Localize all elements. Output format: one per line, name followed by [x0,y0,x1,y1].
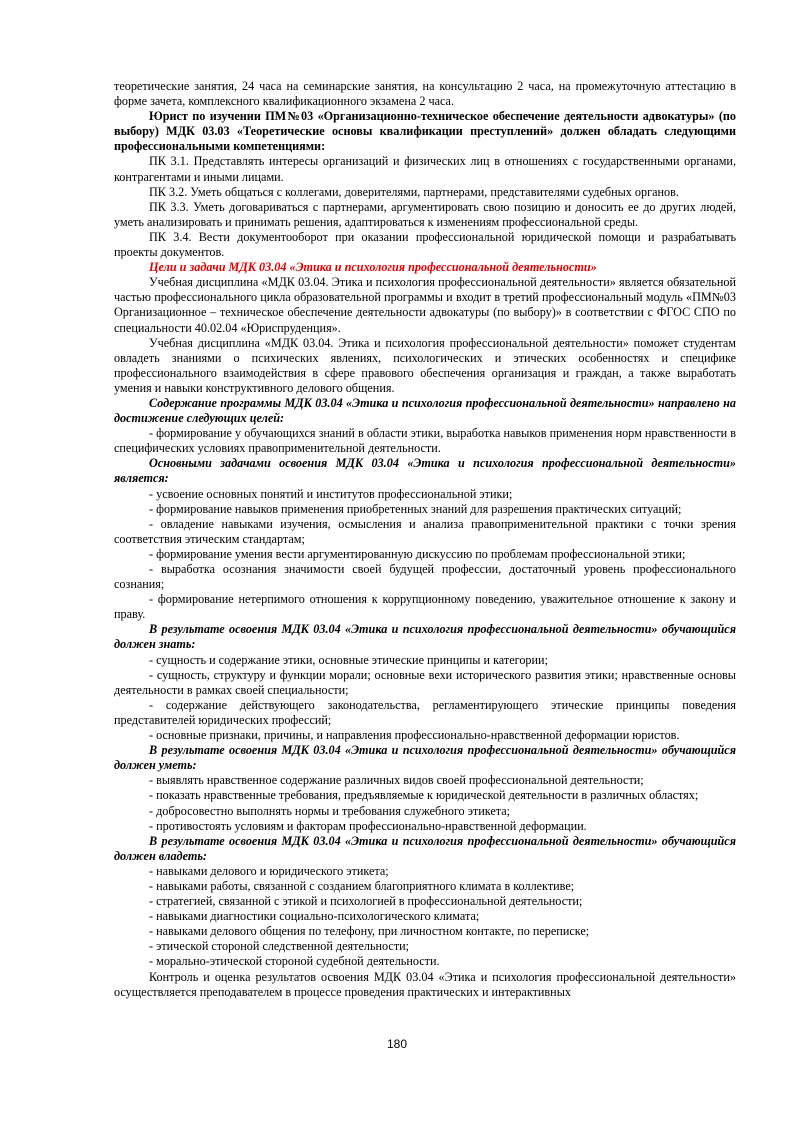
paragraph: ПК 3.3. Уметь договариваться с партнерами, аргументировать свою позицию и доносить ее до других людей, уметь анализировать и принимать решения, адаптироваться к изменениям профессиональной среды. [114,199,736,229]
list-item: - усвоение основных понятий и институтов профессиональной этики; [149,486,513,501]
list-item: - выработка осознания значимости своей будущей профессии, достаточный уровень профессионального сознания; [114,562,736,592]
paragraph: ПК 3.1. Представлять интересы организаций и физических лиц в отношениях с государственными органами, контрагентами и иными лицами. [114,154,736,184]
subheading: В результате освоения МДК 03.04 «Этика и психология профессиональной деятельности» обучающийся должен уметь: [114,743,736,773]
paragraph: теоретические занятия, 24 часа на семинарские занятия, на консультацию 2 часа, на промежуточную аттестацию в форме зачета, комплексного квалификационного экзамена 2 часа. [114,79,736,109]
paragraph: ПК 3.2. Уметь общаться с коллегами, доверителями, партнерами, представителями судебных органов. [149,184,679,199]
list-item: - сущность и содержание этики, основные этические принципы и категории; [149,652,548,667]
list-item: - показать нравственные требования, предъявляемые к юридической деятельности в различных областях; [149,788,699,803]
subheading: В результате освоения МДК 03.04 «Этика и психология профессиональной деятельности» обучающийся должен знать: [114,622,736,652]
list-item: - морально-этической стороной судебной деятельности. [149,954,440,969]
list-item: - добросовестно выполнять нормы и требования служебного этикета; [149,803,511,818]
list-item: - выявлять нравственное содержание различных видов своей профессиональной деятельности; [149,773,644,788]
list-item: - сущность, структуру и функции морали; основные вехи исторического развития этики; нравственные основы деятельности в рамках своей специальности; [114,667,736,697]
paragraph-bold: Юрист по изучении ПМ№03 «Организационно-техническое обеспечение деятельности адвокатуры» (по выбору) МДК 03.03 «Теоретические основы квалификации преступлений» должен обладать следующими профессиональными компетенциями: [114,109,736,154]
paragraph: Учебная дисциплина «МДК 03.04. Этика и психология профессиональной деятельности» является обязательной частью профессионального цикла образовательной программы и входит в третий профессиональный модуль «ПМ№03 Организационное – техническое обеспечение деятельности адвокатуры (по выбору)» в соответствии с ФГОС СПО по специальности 40.02.04 «Юриспруденция». [114,275,736,335]
list-item: - стратегией, связанной с этикой и психологией в профессиональной деятельности; [149,894,583,909]
list-item: - формирование навыков применения приобретенных знаний для разрешения практических ситуаций; [149,501,682,516]
list-item: - навыками диагностики социально-психологического климата; [149,909,480,924]
list-item: - формирование у обучающихся знаний в области этики, выработка навыков применения норм нравственности в специфических условиях правоприменительной деятельности. [114,426,736,456]
list-item: - противостоять условиям и факторам профессионально-нравственной деформации. [149,818,587,833]
list-item: - навыками делового и юридического этикета; [149,863,389,878]
list-item: - навыками работы, связанной с созданием благоприятного климата в коллективе; [149,878,575,893]
list-item: - этической стороной следственной деятельности; [149,939,410,954]
list-item: - содержание действующего законодательства, регламентирующего этические принципы поведения представителей юридических профессий; [114,697,736,727]
list-item: - основные признаки, причины, и направления профессионально-нравственной деформации юристов. [149,728,680,743]
list-item: - формирование умения вести аргументированную дискуссию по проблемам профессиональной этики; [149,546,686,561]
paragraph: ПК 3.4. Вести документооборот при оказании профессиональной юридической помощи и разрабатывать проекты документов. [114,229,736,260]
subheading: Основными задачами освоения МДК 03.04 «Этика и психология профессиональной деятельности» является: [114,456,736,486]
page-number: 180 [386,1037,408,1051]
list-item: - формирование нетерпимого отношения к коррупционному поведению, уважительное отношение к закону и праву. [114,592,736,622]
paragraph: Учебная дисциплина «МДК 03.04. Этика и психология профессиональной деятельности» поможет студентам овладеть знаниями о психических явлениях, психологических и этических особенностях и специфике профессионального взаимодействия в сфере правового обеспечения организация и граждан, а также выработать умения и навыки конструктивного делового общения. [114,335,736,395]
subheading: Содержание программы МДК 03.04 «Этика и психология профессиональной деятельности» направлено на достижение следующих целей: [114,395,736,426]
paragraph: Контроль и оценка результатов освоения МДК 03.04 «Этика и психология профессиональной деятельности» осуществляется преподавателем в процессе проведения практических и интерактивных [114,969,736,999]
list-item: - навыками делового общения по телефону, при личностном контакте, по переписке; [149,924,590,939]
list-item: - овладение навыками изучения, осмысления и анализа правоприменительной практики с точки зрения соответствия этическим стандартам; [114,516,736,546]
section-heading-red: Цели и задачи МДК 03.04 «Этика и психология профессиональной деятельности» [149,260,597,275]
document-body [114,79,736,1000]
subheading: В результате освоения МДК 03.04 «Этика и психология профессиональной деятельности» обучающийся должен владеть: [114,833,736,863]
